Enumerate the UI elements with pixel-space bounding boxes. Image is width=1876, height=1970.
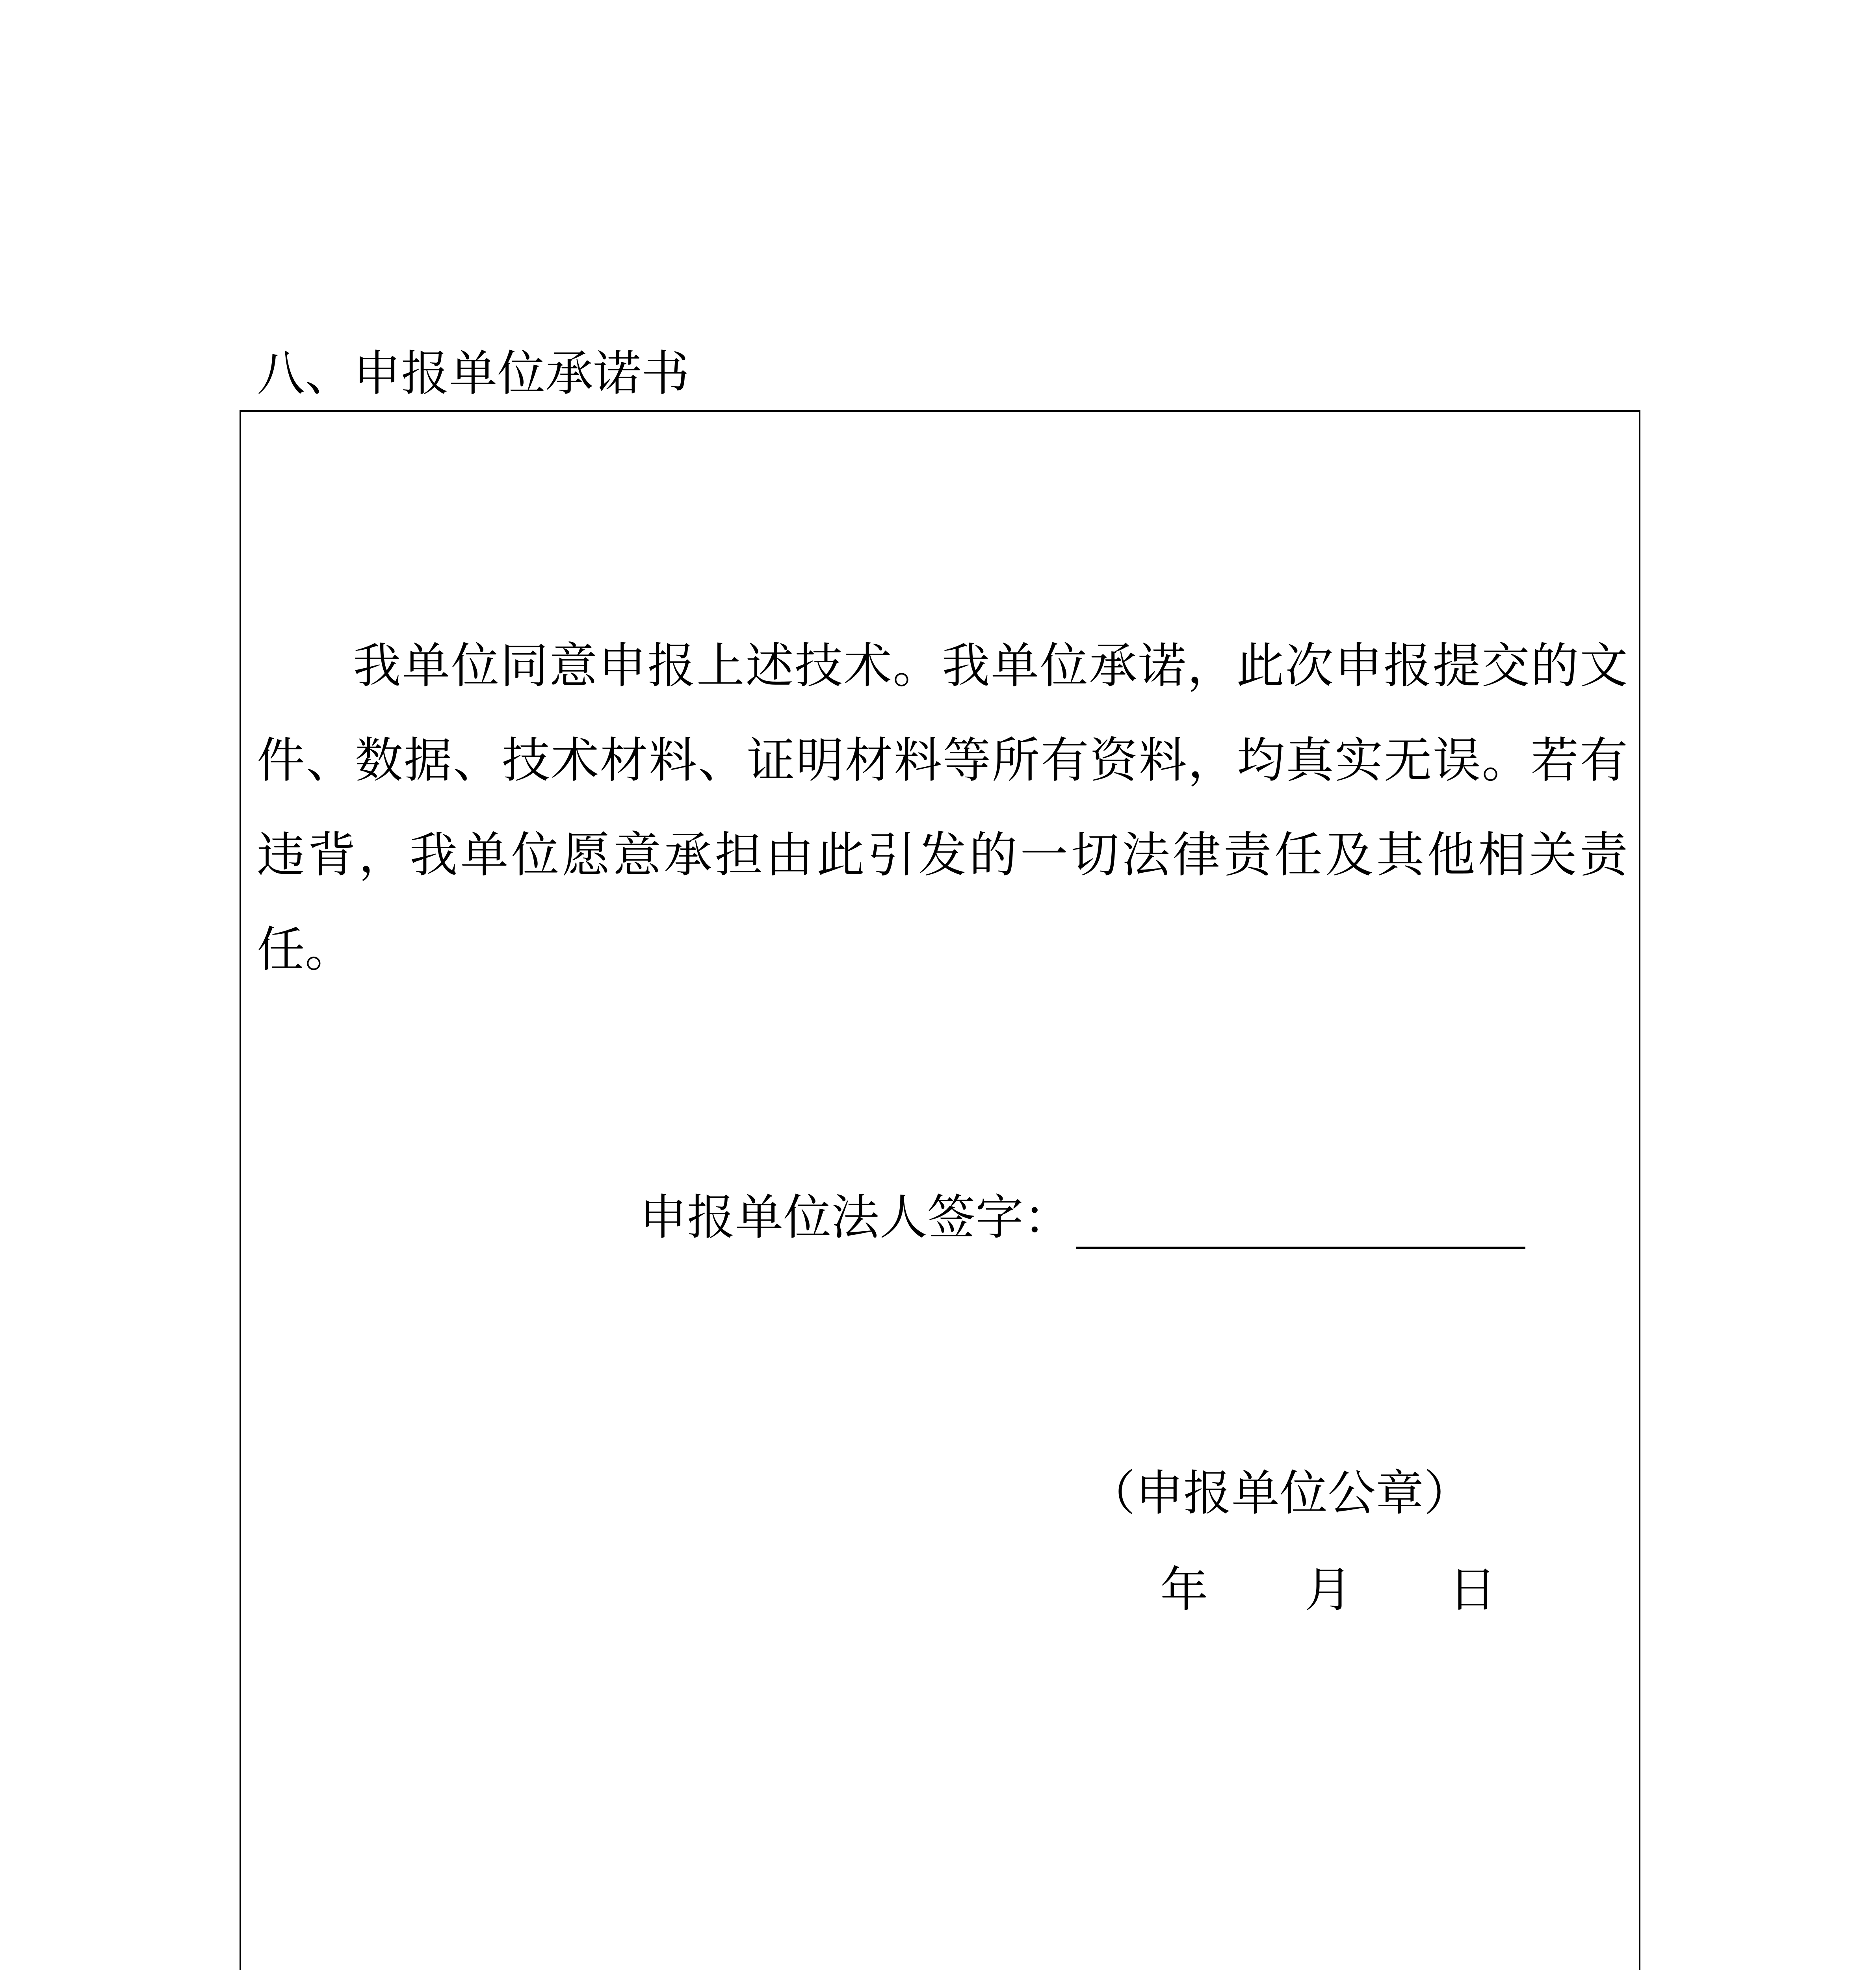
signature-row (639, 1186, 1525, 1249)
date-month-label: 月 (1304, 1562, 1352, 1618)
seal-label: （申报单位公章） (1087, 1465, 1472, 1521)
section-title: 八、申报单位承诺书 (257, 346, 689, 401)
signature-label: 申报单位法人签字： (639, 1189, 1072, 1245)
date-year-label: 年 (1160, 1562, 1208, 1618)
date-day-label: 日 (1449, 1562, 1497, 1618)
date-row (1160, 1558, 1497, 1621)
pledge-text: 我单位同意申报上述技术。我单位承诺，此次申报提交的文件、数据、技术材料、证明材料等所有资料，均真实无误。若有违背，我单位愿意承担由此引发的一切法律责任及其他相关责任。 (257, 638, 1628, 978)
signature-line (1076, 1195, 1525, 1249)
